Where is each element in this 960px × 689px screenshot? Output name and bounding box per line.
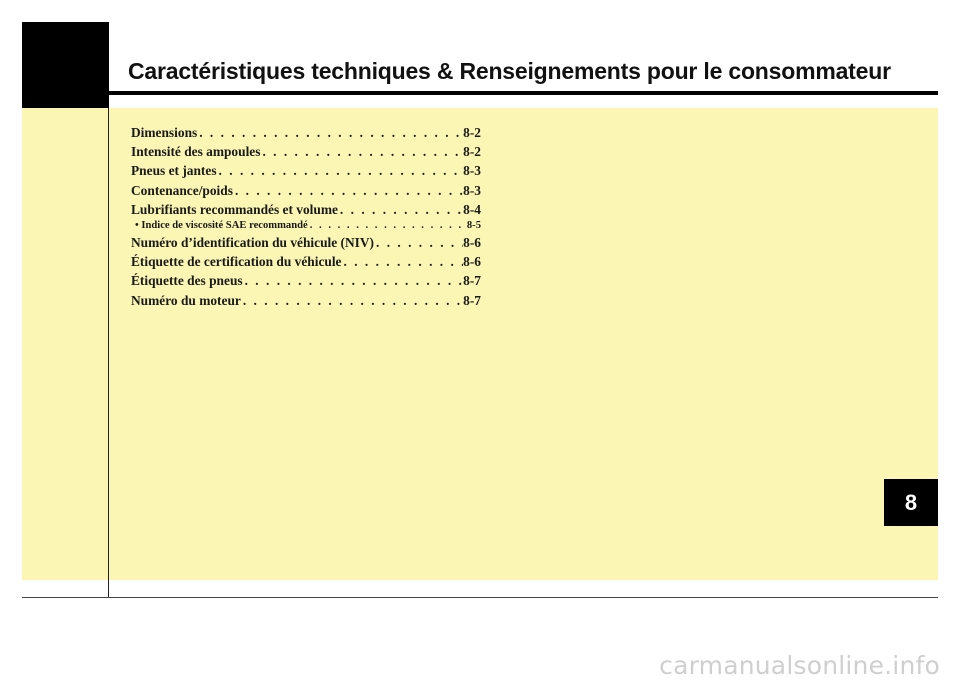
table-of-contents — [131, 123, 481, 310]
toc-entry-page: 8-3 — [463, 182, 481, 198]
chapter-number: 8 — [904, 489, 918, 515]
toc-entry-label: Numéro d’identification du véhicule (NIV) — [131, 234, 375, 250]
toc-entry-label: Pneus et jantes — [131, 163, 217, 179]
toc-leader-dots — [308, 219, 467, 233]
toc-entry-tires-wheels[interactable] — [131, 161, 481, 180]
toc-leader-dots — [197, 123, 463, 142]
toc-entry-label: • Indice de viscosité SAE recommandé — [135, 219, 308, 231]
page-title: Caractéristiques techniques & Renseignements pour le consommateur — [128, 58, 891, 84]
toc-entry-label: Contenance/poids — [131, 182, 233, 198]
toc-leader-dots — [338, 200, 463, 219]
toc-entry-certification-label[interactable] — [131, 252, 481, 271]
toc-entry-page: 8-4 — [463, 201, 481, 217]
toc-leader-dots — [342, 252, 464, 271]
toc-entry-label: Étiquette des pneus — [131, 273, 243, 289]
toc-entry-engine-number[interactable] — [131, 291, 481, 310]
toc-leader-dots — [241, 291, 463, 310]
corner-block — [22, 22, 109, 108]
toc-subentry-sae-viscosity[interactable] — [131, 219, 481, 233]
toc-leader-dots — [374, 233, 463, 252]
toc-entry-page: 8-7 — [463, 273, 481, 289]
toc-entry-label: Numéro du moteur — [131, 292, 241, 308]
toc-entry-label: Étiquette de certification du véhicule — [131, 254, 342, 270]
toc-leader-dots — [243, 271, 464, 290]
toc-entry-dimensions[interactable] — [131, 123, 481, 142]
watermark: carmanualsonline.info — [659, 651, 940, 680]
bottom-rule — [22, 597, 938, 598]
toc-entry-page: 8-2 — [463, 125, 481, 140]
toc-leader-dots — [233, 181, 463, 200]
toc-entry-tire-label[interactable] — [131, 271, 481, 290]
toc-entry-lubricants[interactable] — [131, 200, 481, 219]
toc-entry-bulbs[interactable] — [131, 142, 481, 161]
title-rule — [109, 91, 938, 95]
toc-leader-dots — [217, 161, 464, 180]
toc-entry-vin[interactable] — [131, 233, 481, 252]
toc-leader-dots — [260, 142, 463, 161]
toc-entry-page: 8-6 — [463, 254, 481, 270]
toc-entry-page: 8-6 — [463, 234, 481, 250]
toc-entry-capacity-weight[interactable] — [131, 181, 481, 200]
margin-rule — [108, 108, 109, 597]
toc-entry-page: 8-3 — [463, 163, 481, 179]
toc-entry-page: 8-7 — [463, 292, 481, 308]
toc-entry-page: 8-5 — [466, 219, 481, 231]
toc-entry-label: Dimensions — [131, 125, 198, 140]
chapter-tab[interactable] — [884, 479, 938, 526]
toc-entry-page: 8-2 — [463, 144, 481, 160]
toc-entry-label: Lubrifiants recommandés et volume — [131, 201, 338, 217]
toc-entry-label: Intensité des ampoules — [131, 144, 261, 160]
